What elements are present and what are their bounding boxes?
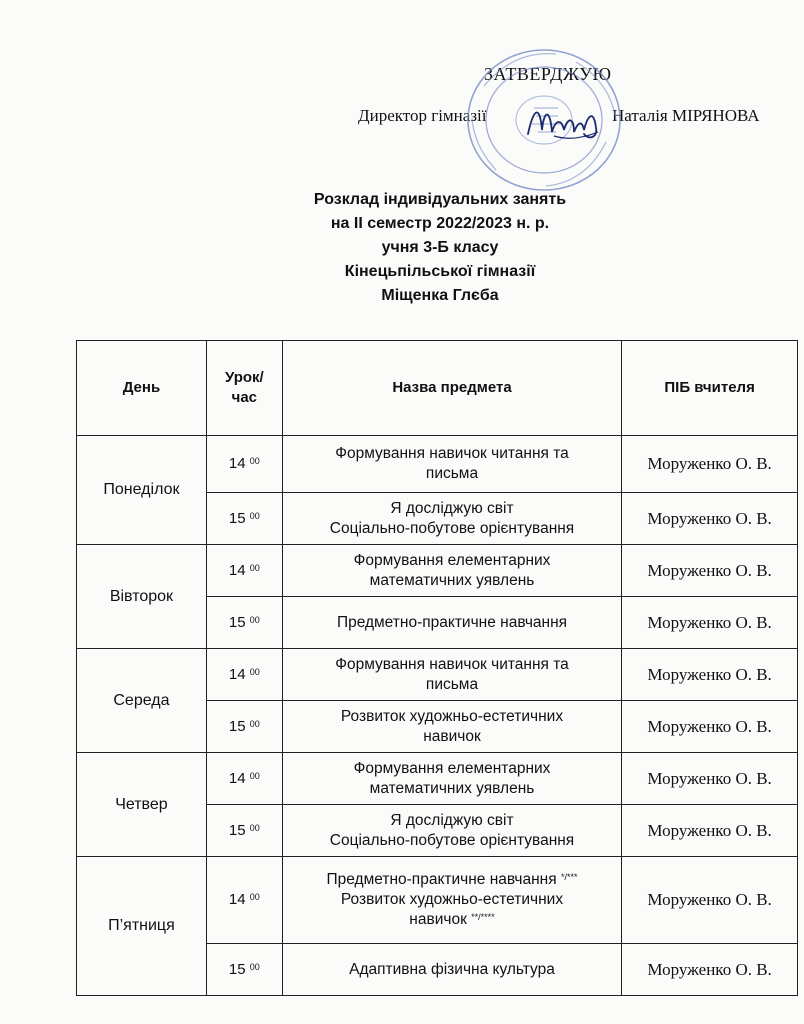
heading-title: Розклад індивідуальних занять bbox=[313, 191, 567, 208]
subject-text: Формування елементарних bbox=[353, 551, 551, 569]
subject-line bbox=[287, 571, 617, 591]
time-minutes: 00 bbox=[249, 718, 260, 729]
subject-text: Розвиток художньо-естетичних bbox=[340, 707, 564, 725]
time-cell bbox=[206, 805, 282, 857]
subject-cell bbox=[282, 436, 621, 493]
subject-line bbox=[287, 910, 617, 930]
subject-line bbox=[287, 831, 617, 851]
subject-text: Я досліджую світ bbox=[390, 811, 514, 829]
teacher-cell: Моруженко О. В. bbox=[622, 701, 798, 753]
heading-student: Міщенка Глєба bbox=[381, 287, 499, 304]
subject-text: Розвиток художньо-естетичних bbox=[340, 891, 564, 908]
teacher-cell: Моруженко О. В. bbox=[622, 545, 798, 597]
subject-cell bbox=[282, 701, 621, 753]
director-position: Директор гімназії bbox=[358, 106, 487, 125]
table-row bbox=[77, 857, 798, 944]
day-cell: П’ятниця bbox=[77, 857, 207, 996]
time-minutes: 00 bbox=[249, 892, 260, 902]
time-hour: 14 bbox=[228, 455, 246, 472]
teacher-cell: Моруженко О. В. bbox=[622, 753, 798, 805]
schedule-heading bbox=[200, 188, 680, 308]
subject-line bbox=[287, 655, 617, 675]
director-name: Наталія МІРЯНОВА bbox=[612, 106, 760, 125]
time-cell bbox=[206, 753, 282, 805]
time-hour: 14 bbox=[228, 665, 246, 683]
subject-text: Я досліджую світ bbox=[390, 499, 514, 517]
teacher-cell: Моруженко О. В. bbox=[622, 805, 798, 857]
subject-line bbox=[287, 519, 617, 539]
time-cell bbox=[206, 857, 282, 944]
subject-text: Предметно-практичне навчання bbox=[336, 613, 568, 631]
subject-cell bbox=[282, 753, 621, 805]
subject-text: навичок bbox=[423, 727, 481, 745]
header-subject: Назва предмета bbox=[282, 341, 621, 436]
time-cell bbox=[206, 436, 282, 493]
time-minutes: 00 bbox=[249, 770, 260, 781]
subject-line bbox=[287, 707, 617, 727]
time-cell bbox=[206, 944, 282, 996]
teacher-cell: Моруженко О. В. bbox=[622, 493, 798, 545]
time-hour: 15 bbox=[228, 509, 246, 527]
day-cell: Вівторок bbox=[77, 545, 207, 649]
subject-text: Формування навичок читання та bbox=[335, 655, 569, 673]
time-hour: 14 bbox=[228, 769, 246, 787]
schedule-body bbox=[77, 436, 798, 996]
subject-cell bbox=[282, 545, 621, 597]
subject-line bbox=[287, 779, 617, 799]
subject-text: Адаптивна фізична культура bbox=[349, 960, 555, 978]
subject-cell bbox=[282, 493, 621, 545]
time-cell bbox=[206, 701, 282, 753]
teacher-cell: Моруженко О. В. bbox=[622, 597, 798, 649]
time-minutes: 00 bbox=[249, 510, 260, 521]
time-cell bbox=[206, 493, 282, 545]
table-row bbox=[77, 545, 798, 597]
day-cell: Четвер bbox=[77, 753, 207, 857]
header-day: День bbox=[77, 341, 207, 436]
time-hour: 15 bbox=[228, 613, 246, 631]
heading-semester: на ІІ семестр 2022/2023 н. р. bbox=[330, 215, 550, 232]
time-minutes: 00 bbox=[249, 666, 260, 677]
approval-title: ЗАТВЕРДЖУЮ bbox=[484, 64, 612, 84]
heading-school: Кінецьпільської гімназії bbox=[344, 263, 536, 280]
time-minutes: 00 bbox=[249, 822, 260, 833]
day-cell: Понеділок bbox=[77, 436, 207, 545]
time-cell bbox=[206, 649, 282, 701]
subject-footnote-mark: **/**** bbox=[471, 912, 495, 922]
time-cell bbox=[206, 545, 282, 597]
table-row bbox=[77, 649, 798, 701]
table-row bbox=[77, 753, 798, 805]
subject-line bbox=[287, 675, 617, 695]
table-header-row bbox=[77, 341, 798, 436]
header-lesson bbox=[206, 341, 282, 436]
subject-line bbox=[287, 499, 617, 519]
subject-line bbox=[287, 759, 617, 779]
subject-text: Формування навичок читання та bbox=[335, 445, 569, 462]
subject-cell bbox=[282, 857, 621, 944]
time-hour: 15 bbox=[228, 717, 246, 735]
subject-cell bbox=[282, 944, 621, 996]
time-cell bbox=[206, 597, 282, 649]
subject-text: математичних уявлень bbox=[369, 779, 535, 797]
subject-line bbox=[287, 890, 617, 910]
director-signature bbox=[524, 100, 606, 144]
teacher-cell: Моруженко О. В. bbox=[622, 857, 798, 944]
subject-line bbox=[287, 811, 617, 831]
time-minutes: 00 bbox=[249, 961, 260, 972]
subject-line bbox=[287, 444, 617, 464]
subject-text: Соціально-побутове орієнтування bbox=[329, 519, 575, 537]
day-cell: Середа bbox=[77, 649, 207, 753]
subject-cell bbox=[282, 805, 621, 857]
subject-text: математичних уявлень bbox=[369, 571, 535, 589]
subject-line bbox=[287, 960, 617, 980]
time-hour: 15 bbox=[228, 960, 246, 978]
subject-cell bbox=[282, 597, 621, 649]
header-lesson-line2: час bbox=[231, 389, 258, 406]
teacher-cell: Моруженко О. В. bbox=[622, 649, 798, 701]
header-lesson-line1: Урок/ bbox=[224, 369, 264, 386]
subject-footnote-mark: */*** bbox=[560, 872, 578, 882]
subject-text: Соціально-побутове орієнтування bbox=[329, 831, 575, 849]
time-hour: 15 bbox=[228, 821, 246, 839]
subject-text: Предметно-практичне навчання bbox=[326, 871, 557, 888]
teacher-cell: Моруженко О. В. bbox=[622, 944, 798, 996]
time-minutes: 00 bbox=[249, 562, 260, 573]
time-hour: 14 bbox=[228, 561, 246, 579]
subject-text: Формування елементарних bbox=[353, 759, 551, 777]
subject-text: письма bbox=[425, 675, 479, 693]
time-hour: 14 bbox=[228, 891, 246, 908]
subject-cell bbox=[282, 649, 621, 701]
subject-line bbox=[287, 870, 617, 890]
time-minutes: 00 bbox=[249, 456, 260, 466]
teacher-cell: Моруженко О. В. bbox=[622, 436, 798, 493]
subject-line bbox=[287, 727, 617, 747]
subject-text: письма bbox=[425, 465, 479, 482]
subject-text: навичок bbox=[409, 911, 467, 928]
table-row bbox=[77, 436, 798, 493]
subject-line bbox=[287, 551, 617, 571]
header-teacher: ПІБ вчителя bbox=[622, 341, 798, 436]
heading-class: учня 3-Б класу bbox=[381, 239, 499, 256]
time-minutes: 00 bbox=[249, 614, 260, 625]
subject-line bbox=[287, 464, 617, 484]
subject-line bbox=[287, 613, 617, 633]
schedule-table bbox=[76, 340, 798, 996]
